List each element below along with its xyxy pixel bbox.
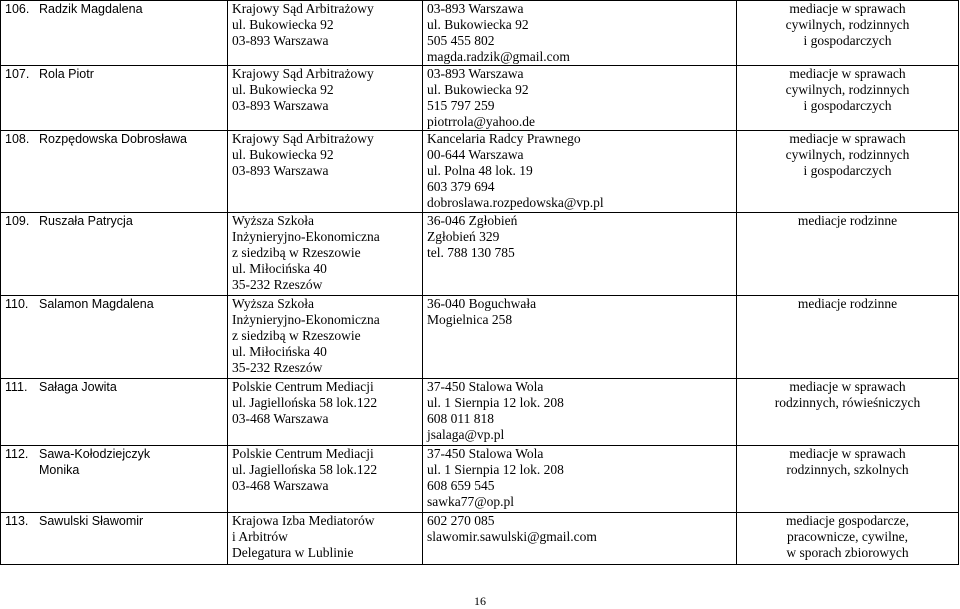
- contact-cell: [423, 66, 737, 131]
- contact-cell: [423, 296, 737, 379]
- mediator-cell: [1, 1, 228, 66]
- contact-cell: [423, 446, 737, 513]
- institution-line: 03-893 Warszawa: [232, 98, 329, 113]
- contact-line: 37-450 Stalowa Wola: [427, 446, 544, 461]
- mediator-cell: [1, 446, 228, 513]
- contact-line: ul. 1 Siernpia 12 lok. 208: [427, 462, 564, 477]
- area-cell: [737, 131, 959, 213]
- mediator-cell: [1, 213, 228, 296]
- area-line: cywilnych, rodzinnych: [785, 147, 910, 162]
- mediator-cell: [1, 379, 228, 446]
- contact-line: tel. 788 130 785: [427, 245, 515, 260]
- contact-cell: [423, 131, 737, 213]
- area-cell: [737, 446, 959, 513]
- institution-line: z siedzibą w Rzeszowie: [232, 245, 361, 260]
- contact-line: magda.radzik@gmail.com: [427, 49, 570, 64]
- area-line: mediacje w sprawach: [789, 379, 906, 394]
- area-line: rodzinnych, rówieśniczych: [774, 395, 921, 410]
- contact-cell: [423, 379, 737, 446]
- area-cell: [737, 213, 959, 296]
- mediator-name: Sawulski Sławomir: [39, 514, 144, 528]
- contact-cell: [423, 1, 737, 66]
- area-line: mediacje gospodarcze,: [786, 513, 909, 528]
- area-cell: [737, 513, 959, 565]
- table-row: [1, 446, 959, 513]
- mediator-name: Rola Piotr: [39, 67, 94, 81]
- contact-line: 608 659 545: [427, 478, 495, 493]
- contact-line: ul. Bukowiecka 92: [427, 82, 529, 97]
- area-cell: [737, 379, 959, 446]
- contact-line: 515 797 259: [427, 98, 495, 113]
- contact-cell: [423, 513, 737, 565]
- contact-line: 36-046 Zgłobień: [427, 213, 518, 228]
- row-number: 109.: [5, 214, 30, 228]
- contact-line: 603 379 694: [427, 179, 495, 194]
- area-cell: [737, 1, 959, 66]
- institution-cell: [228, 131, 423, 213]
- institution-cell: [228, 296, 423, 379]
- contact-line: jsalaga@vp.pl: [427, 427, 505, 442]
- area-line: mediacje w sprawach: [789, 1, 906, 16]
- institution-line: Inżynieryjno-Ekonomiczna: [232, 229, 380, 244]
- institution-cell: [228, 1, 423, 66]
- institution-cell: [228, 513, 423, 565]
- area-cell: [737, 296, 959, 379]
- contact-line: 505 455 802: [427, 33, 495, 48]
- area-line: i gospodarczych: [803, 163, 892, 178]
- contact-line: piotrrola@yahoo.de: [427, 114, 536, 129]
- contact-line: slawomir.sawulski@gmail.com: [427, 529, 597, 544]
- area-line: mediacje w sprawach: [789, 446, 906, 461]
- contact-line: 36-040 Boguchwała: [427, 296, 537, 311]
- contact-line: ul. 1 Siernpia 12 lok. 208: [427, 395, 564, 410]
- institution-cell: [228, 379, 423, 446]
- row-number: 110.: [5, 297, 29, 311]
- institution-line: ul. Miłocińska 40: [232, 344, 327, 359]
- institution-line: ul. Jagiellońska 58 lok.122: [232, 462, 378, 477]
- contact-line: 37-450 Stalowa Wola: [427, 379, 544, 394]
- contact-cell: [423, 213, 737, 296]
- institution-cell: [228, 446, 423, 513]
- institution-line: Krajowy Sąd Arbitrażowy: [232, 1, 374, 16]
- institution-line: Wyższa Szkoła: [232, 296, 315, 311]
- area-line: cywilnych, rodzinnych: [785, 82, 910, 97]
- contact-line: 03-893 Warszawa: [427, 1, 524, 16]
- row-number: 106.: [5, 2, 30, 16]
- area-line: i gospodarczych: [803, 98, 892, 113]
- mediator-name: Sawa-Kołodziejczyk: [39, 447, 151, 461]
- mediator-name: Monika: [39, 463, 80, 477]
- mediator-name: Ruszała Patrycja: [39, 214, 133, 228]
- contact-line: Mogielnica 258: [427, 312, 513, 327]
- contact-line: dobroslawa.rozpedowska@vp.pl: [427, 195, 604, 210]
- row-number: 107.: [5, 67, 30, 81]
- mediator-name: Sałaga Jowita: [39, 380, 117, 394]
- area-line: mediacje w sprawach: [789, 66, 906, 81]
- contact-line: 602 270 085: [427, 513, 495, 528]
- institution-line: 35-232 Rzeszów: [232, 360, 323, 375]
- institution-line: Krajowy Sąd Arbitrażowy: [232, 131, 374, 146]
- area-cell: [737, 66, 959, 131]
- institution-line: Wyższa Szkoła: [232, 213, 315, 228]
- institution-line: 03-893 Warszawa: [232, 163, 329, 178]
- mediator-name: Salamon Magdalena: [39, 297, 154, 311]
- area-line: mediacje rodzinne: [797, 296, 898, 311]
- institution-line: 03-468 Warszawa: [232, 411, 329, 426]
- row-number: 112.: [5, 447, 29, 461]
- mediator-name: Rozpędowska Dobrosława: [39, 132, 187, 146]
- row-number: 108.: [5, 132, 30, 146]
- institution-line: Krajowy Sąd Arbitrażowy: [232, 66, 374, 81]
- contact-line: sawka77@op.pl: [427, 494, 515, 509]
- contact-line: 00-644 Warszawa: [427, 147, 524, 162]
- institution-line: Krajowa Izba Mediatorów: [232, 513, 375, 528]
- institution-line: Delegatura w Lublinie: [232, 545, 354, 560]
- institution-line: ul. Bukowiecka 92: [232, 147, 334, 162]
- institution-line: 03-468 Warszawa: [232, 478, 329, 493]
- mediator-cell: [1, 513, 228, 565]
- institution-line: ul. Bukowiecka 92: [232, 82, 334, 97]
- table-row: [1, 213, 959, 296]
- row-number: 113.: [5, 514, 29, 528]
- area-line: cywilnych, rodzinnych: [785, 17, 910, 32]
- mediator-cell: [1, 296, 228, 379]
- institution-line: ul. Bukowiecka 92: [232, 17, 334, 32]
- table-row: [1, 131, 959, 213]
- contact-line: 03-893 Warszawa: [427, 66, 524, 81]
- page-number: 16: [474, 594, 486, 608]
- mediator-cell: [1, 131, 228, 213]
- institution-cell: [228, 213, 423, 296]
- area-line: mediacje w sprawach: [789, 131, 906, 146]
- institution-line: Inżynieryjno-Ekonomiczna: [232, 312, 380, 327]
- institution-line: Polskie Centrum Mediacji: [232, 379, 374, 394]
- institution-line: i Arbitrów: [232, 529, 288, 544]
- institution-line: z siedzibą w Rzeszowie: [232, 328, 361, 343]
- table-row: [1, 66, 959, 131]
- institution-line: 35-232 Rzeszów: [232, 277, 323, 292]
- institution-cell: [228, 66, 423, 131]
- contact-line: 608 011 818: [427, 411, 494, 426]
- contact-line: Kancelaria Radcy Prawnego: [427, 131, 581, 146]
- table-row: [1, 1, 959, 66]
- contact-line: ul. Polna 48 lok. 19: [427, 163, 533, 178]
- institution-line: 03-893 Warszawa: [232, 33, 329, 48]
- institution-line: ul. Miłocińska 40: [232, 261, 327, 276]
- area-line: rodzinnych, szkolnych: [786, 462, 909, 477]
- table-row: [1, 296, 959, 379]
- contact-line: Zgłobień 329: [427, 229, 500, 244]
- table-row: [1, 379, 959, 446]
- area-line: pracownicze, cywilne,: [786, 529, 909, 544]
- institution-line: Polskie Centrum Mediacji: [232, 446, 374, 461]
- mediator-name: Radzik Magdalena: [39, 2, 143, 16]
- area-line: i gospodarczych: [803, 33, 892, 48]
- table-row: [1, 513, 959, 565]
- mediator-cell: [1, 66, 228, 131]
- row-number: 111.: [5, 380, 28, 394]
- area-line: mediacje rodzinne: [797, 213, 898, 228]
- institution-line: ul. Jagiellońska 58 lok.122: [232, 395, 378, 410]
- contact-line: ul. Bukowiecka 92: [427, 17, 529, 32]
- area-line: w sporach zbiorowych: [786, 545, 909, 560]
